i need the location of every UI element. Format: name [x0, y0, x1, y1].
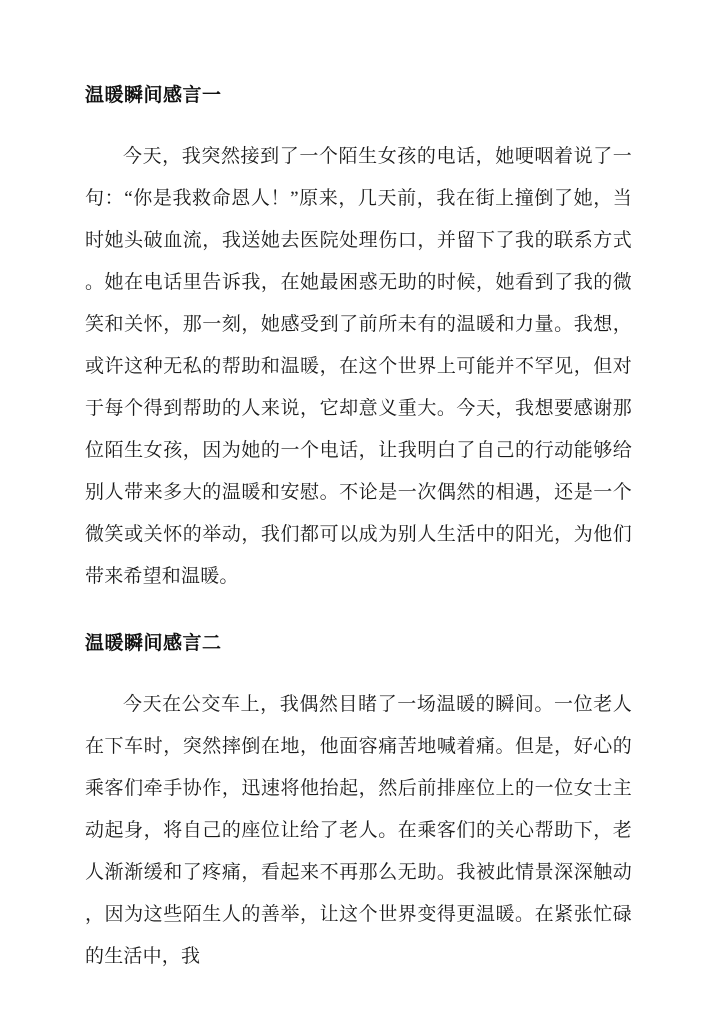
section-two-body: 今天在公交车上，我偶然目睹了一场温暖的瞬间。一位老人在下车时，突然摔倒在地，他面容痛苦地喊着痛。但是，好心的乘客们牵手协作，迅速将他抬起，然后前排座位上的一位女士主动起身，将自己的座位让给了老人。在乘客们的关心帮助下，老人渐渐缓和了疼痛，看起来不再那么无助。我被此情景深深触动，因为这些陌生人的善举，让这个世界变得更温暖。在紧张忙碌的生活中，我	[85, 694, 632, 967]
section-two-heading: 温暖瞬间感言二	[85, 633, 222, 654]
section-one	[85, 82, 632, 598]
section-one-body: 今天，我突然接到了一个陌生女孩的电话，她哽咽着说了一句：“你是我救命恩人！”原来，几天前，我在街上撞倒了她，当时她头破血流，我送她去医院处理伤口，并留下了我的联系方式。她在电话里告诉我，在她最困惑无助的时候，她看到了我的微笑和关怀，那一刻，她感受到了前所未有的温暖和力量。我想，或许这种无私的帮助和温暖，在这个世界上可能并不罕见，但对于每个得到帮助的人来说，它却意义重大。今天，我想要感谢那位陌生女孩，因为她的一个电话，让我明白了自己的行动能够给别人带来多大的温暖和安慰。不论是一次偶然的相遇，还是一个微笑或关怀的举动，我们都可以成为别人生活中的阳光，为他们带来希望和温暖。	[85, 146, 632, 587]
section-two	[85, 630, 632, 978]
section-one-heading: 温暖瞬间感言一	[85, 85, 222, 106]
